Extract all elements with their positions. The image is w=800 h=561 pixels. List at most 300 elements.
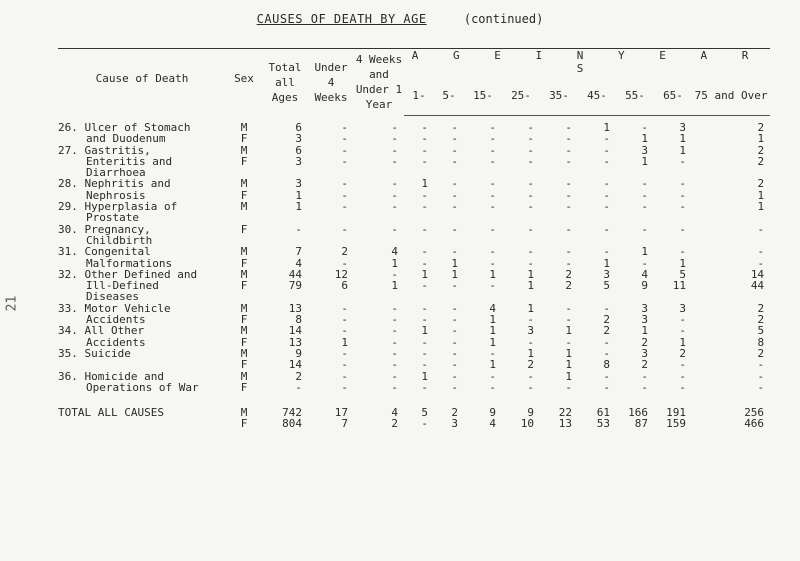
value-cell: -: [421, 380, 428, 394]
value-cell: -: [489, 279, 496, 293]
value-cell: -: [451, 301, 458, 315]
value-cell: -: [527, 132, 534, 146]
value-cell: -: [679, 324, 686, 338]
value-cell: -: [641, 200, 648, 214]
sex-cell: F: [240, 132, 248, 146]
sex-cell: F: [240, 188, 248, 202]
value-cell: -: [391, 132, 398, 146]
value-cell: -: [489, 121, 496, 134]
value-cell: 2: [757, 154, 765, 168]
value-cell: -: [641, 222, 648, 236]
cause-cell: Childbirth: [86, 233, 153, 247]
table-row: [58, 359, 770, 370]
value-cell: -: [391, 188, 398, 202]
value-cell: 3: [641, 346, 648, 360]
value-cell: -: [565, 188, 572, 202]
value-cell: -: [391, 200, 398, 214]
value-cell: 1: [641, 324, 648, 338]
value-cell: -: [489, 245, 496, 259]
value-cell: 3: [295, 132, 302, 146]
value-cell: -: [565, 132, 572, 146]
value-cell: [502, 291, 540, 302]
value-cell: [654, 212, 692, 223]
value-cell: -: [341, 346, 348, 360]
cause-cell: 34. All Other: [58, 324, 145, 338]
value-cell: -: [451, 335, 458, 349]
value-cell: 1: [757, 132, 765, 146]
value-cell: 256: [744, 406, 765, 420]
value-cell: 9: [527, 406, 534, 420]
value-cell: -: [295, 380, 302, 394]
value-cell: 7: [341, 417, 348, 431]
value-cell: [692, 212, 770, 223]
cause-cell: TOTAL ALL CAUSES: [58, 406, 164, 420]
value-cell: -: [603, 369, 610, 383]
value-cell: 6: [341, 279, 348, 293]
value-cell: -: [603, 154, 610, 168]
value-cell: -: [565, 313, 572, 327]
table-row: [58, 246, 770, 257]
value-cell: 3: [679, 121, 686, 134]
value-cell: 1: [641, 245, 648, 259]
value-cell: 2: [641, 335, 648, 349]
value-cell: -: [451, 143, 458, 157]
value-cell: -: [421, 346, 428, 360]
value-cell: -: [451, 132, 458, 146]
value-cell: 1: [527, 346, 534, 360]
header-age-group: 1-: [404, 75, 434, 116]
value-cell: 1: [421, 324, 428, 338]
value-cell: -: [341, 132, 348, 146]
value-cell: [464, 291, 502, 302]
value-cell: -: [391, 154, 398, 168]
header-age-group: 55-: [616, 75, 654, 116]
value-cell: 5: [421, 406, 428, 420]
value-cell: -: [451, 346, 458, 360]
value-cell: [540, 167, 578, 178]
value-cell: 1: [603, 256, 610, 270]
cause-cell: 28. Nephritis and: [58, 177, 171, 191]
value-cell: -: [527, 188, 534, 202]
spacer-cell: [58, 393, 770, 407]
value-cell: [404, 291, 434, 302]
value-cell: -: [341, 200, 348, 214]
value-cell: -: [341, 143, 348, 157]
value-cell: -: [603, 132, 610, 146]
value-cell: [464, 235, 502, 246]
value-cell: [502, 167, 540, 178]
value-cell: 191: [666, 406, 686, 420]
value-cell: 2: [603, 324, 610, 338]
table-row: [58, 325, 770, 336]
value-cell: 2: [565, 267, 572, 281]
sex-cell: [226, 212, 262, 223]
value-cell: -: [451, 200, 458, 214]
value-cell: -: [489, 380, 496, 394]
sex-cell: M: [240, 346, 248, 360]
header-age-in-years: A G E I N Y E A R S: [404, 49, 770, 76]
header-cause: Cause of Death: [58, 49, 226, 116]
cause-cell: 27. Gastritis,: [58, 143, 151, 157]
continued-label: (continued): [463, 12, 544, 26]
value-cell: -: [565, 256, 572, 270]
value-cell: -: [391, 324, 398, 338]
value-cell: -: [489, 369, 496, 383]
value-cell: [502, 212, 540, 223]
value-cell: 3: [295, 177, 302, 191]
cause-cell: 30. Pregnancy,: [58, 222, 151, 236]
value-cell: -: [757, 369, 765, 383]
value-cell: -: [565, 301, 572, 315]
value-cell: 4: [489, 301, 496, 315]
value-cell: 1: [489, 313, 496, 327]
value-cell: -: [679, 222, 686, 236]
value-cell: -: [341, 120, 348, 134]
value-cell: -: [421, 121, 428, 134]
spacer-row: [58, 393, 770, 407]
value-cell: -: [391, 143, 398, 157]
value-cell: 1: [679, 143, 686, 157]
value-cell: 13: [558, 417, 572, 431]
value-cell: -: [341, 301, 348, 315]
value-cell: [404, 167, 434, 178]
value-cell: -: [341, 324, 348, 338]
value-cell: 1: [295, 200, 302, 214]
value-cell: 3: [451, 417, 458, 431]
value-cell: -: [489, 188, 496, 202]
value-cell: 53: [596, 417, 610, 431]
value-cell: 1: [679, 132, 686, 146]
value-cell: -: [421, 301, 428, 315]
value-cell: -: [527, 121, 534, 134]
value-cell: [464, 167, 502, 178]
value-cell: 2: [527, 358, 534, 372]
value-cell: 17: [334, 406, 348, 420]
value-cell: -: [451, 279, 458, 293]
value-cell: 1: [489, 358, 496, 372]
value-cell: -: [451, 369, 458, 383]
value-cell: 44: [750, 279, 765, 293]
value-cell: -: [489, 143, 496, 157]
value-cell: -: [757, 245, 765, 259]
value-cell: -: [603, 200, 610, 214]
value-cell: -: [489, 346, 496, 360]
table-row: [58, 303, 770, 314]
value-cell: 2: [679, 346, 686, 360]
header-age-group: 75 and Over: [692, 75, 770, 116]
value-cell: -: [527, 177, 534, 191]
sex-cell: F: [240, 222, 248, 236]
table-row: [58, 116, 770, 134]
sex-cell: F: [240, 313, 248, 327]
header-age-group: 45-: [578, 75, 616, 116]
value-cell: -: [757, 256, 765, 270]
value-cell: -: [565, 335, 572, 349]
value-cell: 3: [641, 313, 648, 327]
cause-cell: Accidents: [86, 335, 146, 349]
value-cell: -: [565, 154, 572, 168]
value-cell: [262, 212, 308, 223]
value-cell: [404, 212, 434, 223]
cause-cell: Nephrosis: [86, 188, 146, 202]
value-cell: -: [391, 301, 398, 315]
value-cell: -: [679, 154, 686, 168]
value-cell: 4: [641, 267, 648, 281]
value-cell: -: [565, 222, 572, 236]
table-row: [58, 348, 770, 359]
value-cell: -: [565, 200, 572, 214]
header-under-4-weeks: Under 4 Weeks: [308, 49, 354, 116]
value-cell: -: [341, 222, 348, 236]
value-cell: 9: [295, 346, 302, 360]
value-cell: -: [489, 132, 496, 146]
value-cell: -: [641, 121, 648, 134]
cause-cell: 32. Other Defined and: [58, 267, 198, 281]
value-cell: 2: [757, 301, 765, 315]
value-cell: 2: [341, 245, 348, 259]
page-title: CAUSES OF DEATH BY AGE: [256, 12, 427, 26]
value-cell: [578, 212, 616, 223]
value-cell: 3: [641, 301, 648, 315]
value-cell: -: [565, 245, 572, 259]
cause-cell: [58, 418, 226, 429]
value-cell: -: [527, 256, 534, 270]
value-cell: 466: [744, 417, 765, 431]
table-row: [58, 133, 770, 144]
value-cell: [616, 291, 654, 302]
value-cell: -: [757, 380, 765, 394]
table-row: [58, 418, 770, 429]
value-cell: -: [641, 369, 648, 383]
value-cell: 5: [757, 324, 765, 338]
value-cell: 9: [641, 279, 648, 293]
value-cell: [404, 235, 434, 246]
page-number: 21: [4, 295, 20, 312]
sex-cell: M: [240, 177, 248, 191]
sex-cell: M: [240, 324, 248, 338]
value-cell: 1: [391, 256, 398, 270]
table-row: [58, 156, 770, 167]
value-cell: 12: [334, 267, 348, 281]
value-cell: -: [603, 188, 610, 202]
value-cell: -: [451, 358, 458, 372]
value-cell: 4: [489, 417, 496, 431]
value-cell: -: [341, 369, 348, 383]
cause-cell: Diseases: [86, 290, 139, 304]
table-row: [58, 178, 770, 189]
sex-cell: M: [240, 301, 248, 315]
header-age-group: 5-: [434, 75, 464, 116]
value-cell: [540, 212, 578, 223]
value-cell: 1: [757, 200, 765, 214]
value-cell: -: [421, 245, 428, 259]
value-cell: 87: [634, 417, 648, 431]
value-cell: -: [603, 335, 610, 349]
value-cell: -: [451, 177, 458, 191]
value-cell: 2: [451, 406, 458, 420]
table-row: [58, 280, 770, 291]
sex-cell: F: [240, 417, 248, 431]
value-cell: -: [451, 222, 458, 236]
value-cell: 1: [527, 267, 534, 281]
value-cell: 1: [565, 358, 572, 372]
value-cell: 742: [282, 406, 302, 420]
value-cell: 4: [295, 256, 302, 270]
value-cell: [502, 235, 540, 246]
value-cell: 1: [391, 279, 398, 293]
value-cell: [616, 167, 654, 178]
value-cell: -: [603, 222, 610, 236]
value-cell: -: [679, 188, 686, 202]
value-cell: -: [451, 245, 458, 259]
value-cell: 1: [341, 335, 348, 349]
cause-cell: 36. Homicide and: [58, 369, 164, 383]
value-cell: -: [641, 380, 648, 394]
value-cell: -: [341, 256, 348, 270]
value-cell: 4: [391, 406, 398, 420]
cause-cell: 33. Motor Vehicle: [58, 301, 171, 315]
table-row: [58, 224, 770, 235]
value-cell: 1: [641, 154, 648, 168]
header-age-group: 25-: [502, 75, 540, 116]
value-cell: -: [295, 222, 302, 236]
value-cell: 2: [757, 313, 765, 327]
value-cell: -: [421, 279, 428, 293]
value-cell: -: [603, 346, 610, 360]
table-row: [58, 212, 770, 223]
value-cell: 1: [757, 188, 765, 202]
value-cell: -: [451, 121, 458, 134]
value-cell: -: [451, 188, 458, 202]
value-cell: 1: [421, 267, 428, 281]
value-cell: -: [451, 313, 458, 327]
value-cell: 44: [288, 267, 302, 281]
table-row: [58, 314, 770, 325]
value-cell: 3: [295, 154, 302, 168]
cause-cell: Accidents: [86, 313, 146, 327]
value-cell: -: [757, 222, 765, 236]
cause-cell: 26. Ulcer of Stomach: [58, 120, 191, 134]
value-cell: -: [757, 358, 765, 372]
value-cell: -: [679, 245, 686, 259]
value-cell: -: [341, 188, 348, 202]
value-cell: 1: [565, 369, 572, 383]
value-cell: -: [603, 380, 610, 394]
value-cell: -: [527, 200, 534, 214]
value-cell: [434, 235, 464, 246]
value-cell: -: [565, 380, 572, 394]
value-cell: -: [603, 301, 610, 315]
value-cell: [616, 235, 654, 246]
value-cell: 1: [489, 324, 496, 338]
table-row: [58, 407, 770, 418]
value-cell: -: [421, 256, 428, 270]
value-cell: -: [489, 256, 496, 270]
value-cell: -: [421, 143, 428, 157]
value-cell: 2: [757, 121, 765, 134]
value-cell: 2: [757, 346, 765, 360]
value-cell: 22: [558, 406, 572, 420]
value-cell: 1: [527, 279, 534, 293]
value-cell: 2: [603, 313, 610, 327]
value-cell: -: [341, 380, 348, 394]
value-cell: 2: [391, 417, 398, 431]
sex-cell: F: [240, 256, 248, 270]
sex-cell: F: [240, 279, 248, 293]
value-cell: -: [421, 417, 428, 431]
value-cell: 13: [288, 301, 302, 315]
value-cell: 1: [451, 256, 458, 270]
table-row: [58, 382, 770, 393]
value-cell: -: [603, 245, 610, 259]
cause-cell: and Duodenum: [86, 132, 166, 146]
sex-cell: M: [240, 200, 248, 214]
header-total: Total all Ages: [262, 49, 308, 116]
value-cell: 8: [295, 313, 302, 327]
value-cell: -: [391, 335, 398, 349]
table-row: [58, 201, 770, 212]
value-cell: [354, 212, 404, 223]
value-cell: -: [391, 222, 398, 236]
value-cell: 9: [489, 406, 496, 420]
value-cell: 2: [757, 177, 765, 191]
value-cell: 14: [288, 358, 302, 372]
value-cell: 1: [489, 335, 496, 349]
value-cell: [578, 235, 616, 246]
sex-cell: F: [240, 335, 248, 349]
value-cell: 804: [282, 417, 302, 431]
page-header: [0, 12, 800, 26]
value-cell: -: [391, 120, 398, 134]
value-cell: -: [641, 188, 648, 202]
cause-cell: [58, 359, 226, 370]
value-cell: -: [527, 245, 534, 259]
value-cell: -: [565, 143, 572, 157]
value-cell: 1: [451, 267, 458, 281]
value-cell: 3: [679, 301, 686, 315]
value-cell: 13: [288, 335, 302, 349]
value-cell: 1: [565, 346, 572, 360]
sex-cell: F: [240, 358, 248, 372]
sex-cell: M: [240, 406, 248, 420]
value-cell: 14: [750, 267, 765, 281]
value-cell: -: [451, 380, 458, 394]
value-cell: [308, 212, 354, 223]
value-cell: 3: [641, 143, 648, 157]
value-cell: -: [421, 335, 428, 349]
value-cell: -: [679, 358, 686, 372]
value-cell: -: [489, 222, 496, 236]
cause-cell: Prostate: [86, 211, 139, 225]
value-cell: 3: [527, 324, 534, 338]
header-age-group: 65-: [654, 75, 692, 116]
value-cell: -: [391, 177, 398, 191]
cause-cell: 29. Hyperplasia of: [58, 200, 178, 214]
value-cell: 8: [757, 335, 765, 349]
cause-cell: Operations of War: [86, 380, 199, 394]
causes-of-death-table-wrap: [58, 48, 770, 430]
value-cell: 6: [295, 120, 302, 134]
value-cell: -: [527, 143, 534, 157]
value-cell: -: [341, 358, 348, 372]
value-cell: -: [391, 380, 398, 394]
sex-cell: M: [240, 267, 248, 281]
value-cell: -: [421, 222, 428, 236]
value-cell: -: [451, 324, 458, 338]
value-cell: -: [341, 313, 348, 327]
value-cell: -: [421, 154, 428, 168]
value-cell: 1: [641, 132, 648, 146]
